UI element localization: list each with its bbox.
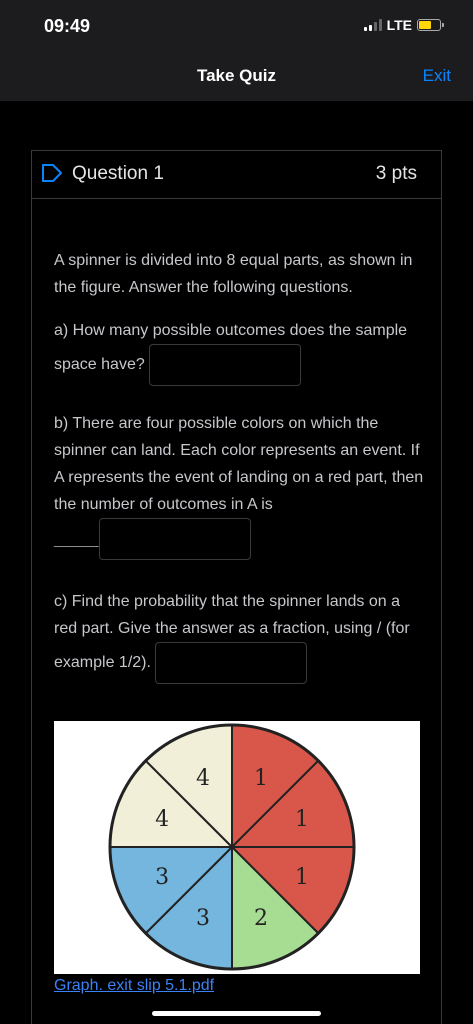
spinner-label-3: 1 bbox=[294, 864, 309, 890]
part-c bbox=[54, 588, 424, 684]
question-intro: A spinner is divided into 8 equal parts, as shown in the figure. Answer the following questions. bbox=[54, 252, 413, 296]
status-time: 09:49 bbox=[44, 16, 91, 36]
question-body bbox=[54, 247, 424, 700]
question-title: Question 1 bbox=[72, 163, 164, 184]
spinner-label-4: 2 bbox=[253, 905, 268, 931]
nav-bar bbox=[0, 52, 473, 101]
status-indicators bbox=[364, 17, 441, 33]
spinner-label-6: 3 bbox=[155, 864, 170, 890]
part-c-answer-input[interactable] bbox=[155, 642, 307, 684]
question-points: 3 pts bbox=[375, 163, 417, 184]
question-header bbox=[32, 151, 441, 199]
part-a-text: a) How many possible outcomes does the sample space have? bbox=[54, 322, 408, 374]
part-b-answer-input[interactable] bbox=[99, 518, 251, 560]
part-a-answer-input[interactable] bbox=[149, 344, 301, 386]
part-a bbox=[54, 317, 424, 386]
part-c-text: c) Find the probability that the spinner lands on a red part. Give the answer as a fraction, using / (for example 1/2). bbox=[54, 593, 410, 672]
question-card bbox=[31, 150, 442, 1024]
part-b-blank: _____ bbox=[54, 530, 99, 548]
exit-button[interactable]: Exit bbox=[422, 66, 451, 85]
attachment-link[interactable]: Graph. exit slip 5.1.pdf bbox=[54, 977, 215, 994]
status-bar bbox=[0, 0, 473, 52]
spinner-figure bbox=[54, 721, 420, 974]
network-label: LTE bbox=[386, 17, 412, 33]
spinner-label-8: 4 bbox=[196, 766, 211, 792]
part-b-text: b) There are four possible colors on which the spinner can land. Each color represents an event. If A represents the event of landing on a red part, then the number of outcomes in A is bbox=[54, 415, 424, 513]
spinner-label-5: 3 bbox=[196, 905, 211, 931]
flag-icon[interactable] bbox=[41, 163, 63, 183]
spinner-label-1: 1 bbox=[253, 766, 268, 792]
spinner-label-7: 4 bbox=[155, 807, 170, 833]
home-indicator bbox=[152, 1011, 321, 1016]
spinner-label-2: 1 bbox=[294, 807, 309, 833]
spinner-diagram bbox=[54, 721, 420, 974]
part-b bbox=[54, 410, 424, 560]
signal-icon bbox=[364, 19, 382, 31]
page-title: Take Quiz bbox=[196, 66, 277, 85]
battery-icon bbox=[417, 19, 441, 31]
